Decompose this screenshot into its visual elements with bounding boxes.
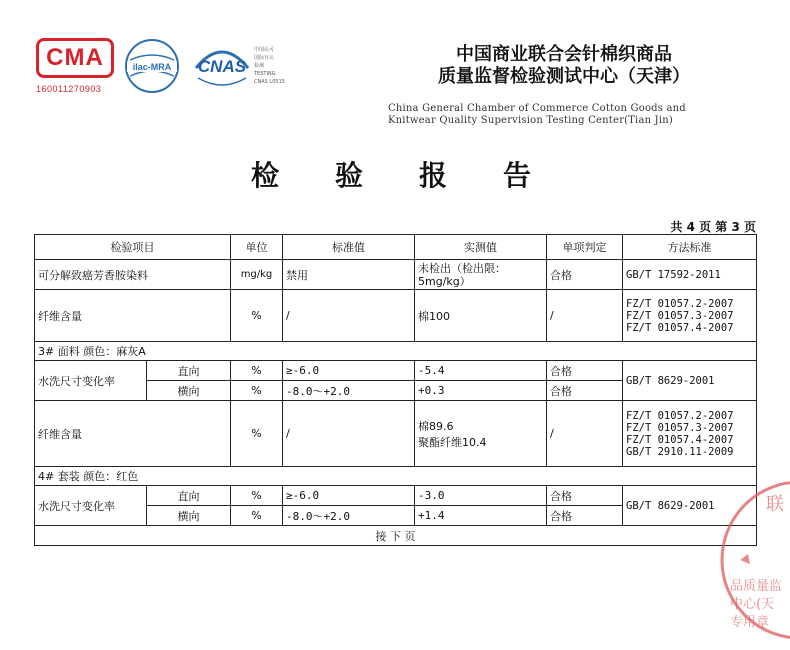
ilac-text: ilac-MRA — [132, 62, 172, 72]
organization-name — [404, 44, 724, 88]
cell-standard: / — [283, 290, 415, 342]
table-row — [35, 401, 757, 467]
cnas-small-text — [254, 46, 285, 86]
method-line: FZ/T 01057.3-2007 — [626, 421, 734, 434]
section-row — [35, 467, 757, 486]
col-header-standard: 标准值 — [283, 235, 415, 260]
cnas-small-line: 国际互认 — [254, 55, 275, 61]
org-line-1: 中国商业联合会针棉织商品 — [456, 44, 672, 65]
continued-label: 接 下 页 — [35, 526, 757, 546]
section-4-label: 4# 套装 颜色：红色 — [35, 467, 757, 486]
method-line: FZ/T 01057.4-2007 — [626, 321, 734, 334]
cell-standard: 禁用 — [283, 260, 415, 290]
cell-unit: % — [231, 290, 283, 342]
cell-unit: mg/kg — [231, 260, 283, 290]
cell-item: 纤维含量 — [35, 290, 231, 342]
table-row — [35, 260, 757, 290]
ilac-mra-logo — [124, 38, 180, 94]
method-line: FZ/T 01057.4-2007 — [626, 433, 734, 446]
seal-text: 中心(天 — [730, 597, 775, 612]
cnas-small-line: TESTING — [254, 71, 276, 77]
cell-measured: 棉100 — [415, 290, 547, 342]
cell-direction: 横向 — [147, 506, 231, 526]
cell-unit: % — [231, 401, 283, 467]
cell-measured: -3.0 — [415, 486, 547, 506]
col-header-verdict: 单项判定 — [547, 235, 623, 260]
cell-method: GB/T 8629-2001 — [623, 486, 757, 526]
cell-measured: 未检出（检出限：5mg/kg） — [415, 260, 547, 290]
cell-method: GB/T 17592-2011 — [623, 260, 757, 290]
method-line: FZ/T 01057.2-2007 — [626, 409, 734, 422]
table-row — [35, 486, 757, 506]
cell-verdict: 合格 — [547, 486, 623, 506]
org-en-line-2: Knitwear Quality Supervision Testing Center(Tian Jin) — [388, 115, 673, 126]
cell-direction: 横向 — [147, 381, 231, 401]
section-3-label: 3# 面料 颜色：麻灰A — [35, 342, 757, 361]
measured-line: 棉89.6 — [418, 419, 454, 433]
official-seal — [720, 470, 790, 650]
cell-item: 可分解致癌芳香胺染料 — [35, 260, 231, 290]
seal-text: 品质量监 — [730, 579, 783, 594]
col-header-item: 检验项目 — [35, 235, 231, 260]
cell-unit: % — [231, 506, 283, 526]
cell-unit: % — [231, 381, 283, 401]
cell-measured — [415, 401, 547, 467]
cell-measured: -5.4 — [415, 361, 547, 381]
cell-method — [623, 401, 757, 467]
cell-item: 水洗尺寸变化率 — [35, 486, 147, 526]
org-en-line-1: China General Chamber of Commerce Cotton Goods and — [388, 103, 686, 114]
cnas-small-line: 检测 — [254, 63, 265, 69]
cma-number: 160011270903 — [36, 84, 102, 94]
method-line: GB/T 2910.11-2009 — [626, 445, 734, 458]
cell-standard: -8.0～+2.0 — [283, 506, 415, 526]
col-header-unit: 单位 — [231, 235, 283, 260]
cell-item: 纤维含量 — [35, 401, 231, 467]
cell-verdict: 合格 — [547, 260, 623, 290]
cell-verdict: / — [547, 290, 623, 342]
cell-verdict: 合格 — [547, 381, 623, 401]
cell-direction: 直向 — [147, 361, 231, 381]
cell-standard: / — [283, 401, 415, 467]
cnas-logo — [192, 38, 322, 98]
cell-unit: % — [231, 486, 283, 506]
cell-measured: +1.4 — [415, 506, 547, 526]
continued-row — [35, 526, 757, 546]
cell-measured: +0.3 — [415, 381, 547, 401]
inspection-table — [34, 234, 757, 546]
seal-text: 专用章 — [730, 615, 770, 630]
cell-standard: -8.0～+2.0 — [283, 381, 415, 401]
col-header-measured: 实测值 — [415, 235, 547, 260]
cell-direction: 直向 — [147, 486, 231, 506]
table-row — [35, 290, 757, 342]
page-info: 共 4 页 第 3 页 — [670, 220, 756, 234]
cma-logo — [36, 38, 116, 94]
cell-method — [623, 290, 757, 342]
org-line-2: 质量监督检验测试中心（天津） — [438, 66, 690, 87]
cnas-small-line: CNAS L0515 — [254, 79, 285, 85]
col-header-method: 方法标准 — [623, 235, 757, 260]
table-header-row — [35, 235, 757, 260]
measured-line: 聚酯纤维10.4 — [418, 435, 487, 449]
certification-logos — [36, 34, 326, 104]
method-line: FZ/T 01057.3-2007 — [626, 309, 734, 322]
cell-verdict: 合格 — [547, 506, 623, 526]
section-row — [35, 342, 757, 361]
cell-unit: % — [231, 361, 283, 381]
cell-item: 水洗尺寸变化率 — [35, 361, 147, 401]
method-line: FZ/T 01057.2-2007 — [626, 297, 734, 310]
cell-method: GB/T 8629-2001 — [623, 361, 757, 401]
report-title: 检验报告 — [250, 159, 587, 192]
cell-standard: ≥-6.0 — [283, 361, 415, 381]
cnas-small-line: 中国认可 — [254, 47, 275, 53]
cnas-text: CNAS — [197, 57, 247, 76]
cnas-mark — [192, 38, 252, 94]
seal-text: 联 — [766, 494, 784, 515]
cma-mark: CMA — [36, 38, 114, 78]
table-row — [35, 361, 757, 381]
cell-verdict: / — [547, 401, 623, 467]
cell-standard: ≥-6.0 — [283, 486, 415, 506]
organization-name-english — [388, 103, 748, 127]
cell-verdict: 合格 — [547, 361, 623, 381]
